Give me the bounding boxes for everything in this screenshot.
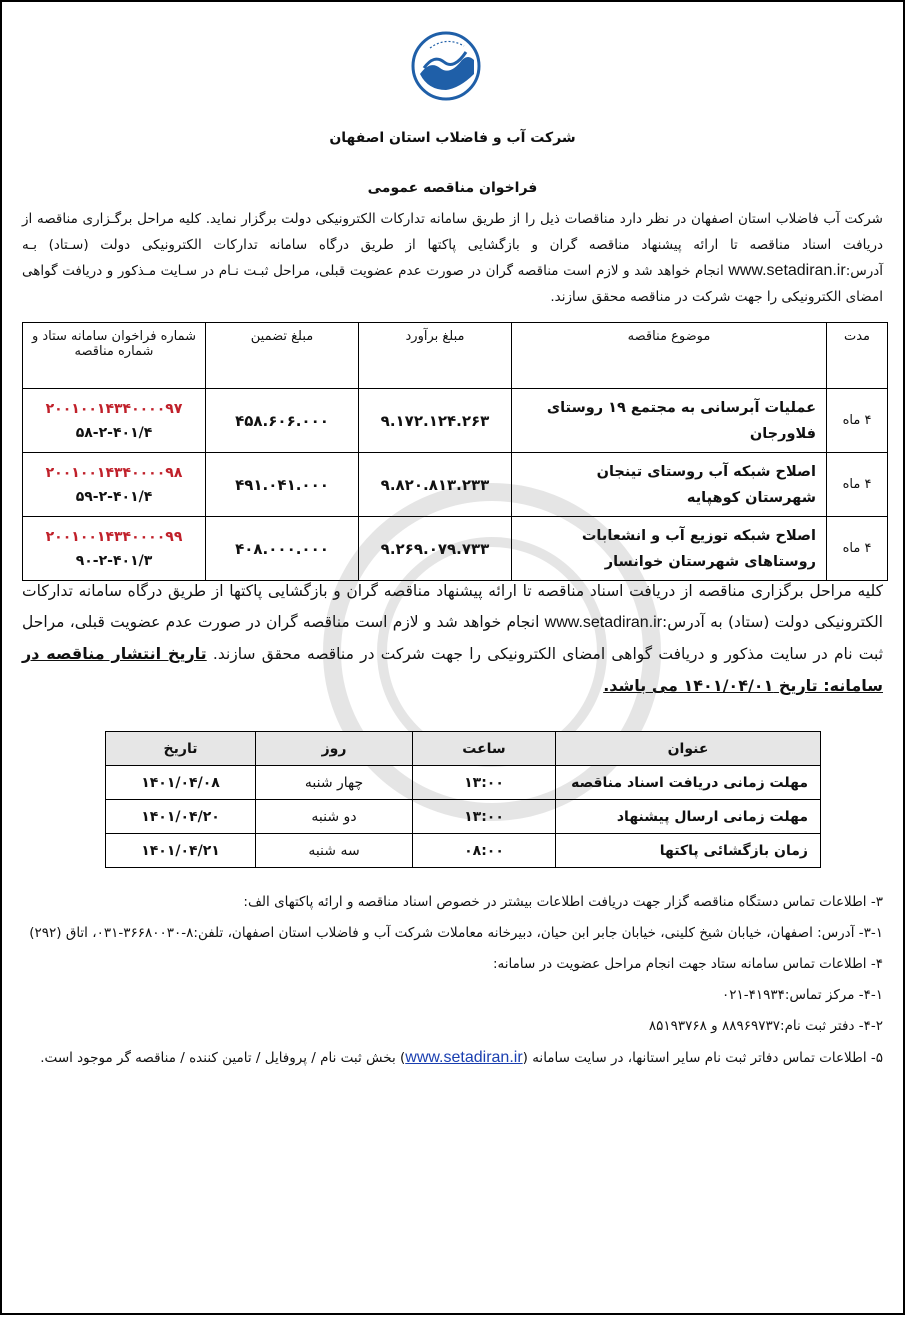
- tenders-table: [22, 322, 888, 581]
- subject-cell: عملیات آبرسانی به مجتمع ۱۹ روستای فلاورجان: [512, 389, 827, 453]
- water-company-logo-icon: [410, 30, 482, 102]
- schedule-day-cell: دو شنبه: [256, 800, 413, 834]
- col-number: شماره فراخوان سامانه ستاد و شماره مناقصه: [23, 323, 206, 389]
- schedule-time-cell: ۱۳:۰۰: [413, 766, 556, 800]
- notice-title: فراخوان مناقصه عمومی: [367, 180, 538, 196]
- duration-cell: ۴ ماه: [827, 517, 888, 581]
- col-day: روز: [256, 732, 413, 766]
- col-subject: موضوع مناقصه: [512, 323, 827, 389]
- schedule-header-row: [106, 732, 821, 766]
- schedule-time-cell: ۱۳:۰۰: [413, 800, 556, 834]
- estimate-cell: ۹.۲۶۹.۰۷۹.۷۳۳: [359, 517, 512, 581]
- schedule-title-cell: مهلت زمانی ارسال پیشنهاد: [556, 800, 821, 834]
- schedule-day-cell: سه شنبه: [256, 834, 413, 868]
- col-guarantee: مبلغ تضمین: [206, 323, 359, 389]
- number-cell: [23, 389, 206, 453]
- setad-number: ۲۰۰۱۰۰۱۴۳۴۰۰۰۰۹۸: [45, 464, 183, 481]
- table-row: [106, 800, 821, 834]
- table-row: [106, 766, 821, 800]
- setadiran-link[interactable]: www.setadiran.ir: [405, 1049, 523, 1066]
- guarantee-cell: ۴۹۱.۰۴۱.۰۰۰: [206, 453, 359, 517]
- intro-paragraph: [22, 206, 883, 310]
- guarantee-cell: ۴۵۸.۶۰۶.۰۰۰: [206, 389, 359, 453]
- contact-item: ۳-۱- آدرس: اصفهان، خیابان شیخ کلینی، خیابان جابر ابن حیان، دبیرخانه معاملات شرکت آب و فاضلاب استان اصفهان، تلفن:۸-۳۶۶۸۰۰۳۰-۰۳۱، اتاق (۲۹۲): [29, 925, 883, 941]
- schedule-title-cell: زمان بازگشائی پاکتها: [556, 834, 821, 868]
- setad-number: ۲۰۰۱۰۰۱۴۳۴۰۰۰۰۹۹: [45, 528, 183, 545]
- contact-item: ۴- اطلاعات تماس سامانه ستاد جهت انجام مراحل عضویت در سامانه:: [492, 956, 883, 972]
- procedure-paragraph: [22, 576, 883, 702]
- intro-url: www.setadiran.ir: [728, 262, 846, 279]
- table-row: [23, 453, 888, 517]
- publish-date-text: تاریخ انتشار مناقصه در سامانه: تاریخ ۱۴۰۱/۰۴/۰۱ می باشد.: [22, 644, 883, 695]
- contact-text: ) بخش ثبت نام / پروفایل / تامین کننده / مناقصه گر موجود است.: [40, 1050, 406, 1066]
- procedure-text-2: انجام خواهد شد و لازم است مناقصه گران در صورت عدم عضویت قبلی، مراحل ثبت نام در سایت مذکور و دریافت گواهی امضای الکترونیکی را جهت شرکت در مناقصه محقق سازند.: [22, 613, 884, 663]
- company-name: شرکت آب و فاضلاب استان اصفهان: [329, 130, 576, 146]
- subject-cell: اصلاح شبکه آب روستای تینجان شهرستان کوهپایه: [512, 453, 827, 517]
- duration-cell: ۴ ماه: [827, 453, 888, 517]
- contact-item: ۴-۱- مرکز تماس:۴۱۹۳۴-۰۲۱: [722, 987, 883, 1003]
- number-cell: [23, 453, 206, 517]
- subject-cell: اصلاح شبکه توزیع آب و انشعابات روستاهای شهرستان خوانسار: [512, 517, 827, 581]
- number-cell: [23, 517, 206, 581]
- schedule-table: [105, 731, 821, 868]
- tender-number: ۹۰-۲-۴۰۱/۳: [75, 552, 153, 569]
- schedule-title-cell: مهلت زمانی دریافت اسناد مناقصه: [556, 766, 821, 800]
- table-row: [23, 517, 888, 581]
- setad-number: ۲۰۰۱۰۰۱۴۳۴۰۰۰۰۹۷: [45, 400, 183, 417]
- procedure-text-1: کلیه مراحل برگزاری مناقصه از دریافت اسناد مناقصه تا ارائه پیشنهاد مناقصه گران و بازگشایی پاکتها از طریق درگاه سامانه تدارکات الکترونیکی دولت (ستاد) به آدرس:: [22, 582, 883, 631]
- contact-item: ۳- اطلاعات تماس دستگاه مناقصه گزار جهت دریافت اطلاعات بیشتر در خصوص اسناد مناقصه و ارائه پاکتهای الف:: [243, 894, 883, 910]
- col-duration: مدت: [827, 323, 888, 389]
- contact-item: ۴-۲- دفتر ثبت نام:۸۸۹۶۹۷۳۷ و ۸۵۱۹۳۷۶۸: [648, 1018, 883, 1034]
- table-row: [23, 389, 888, 453]
- schedule-time-cell: ۰۸:۰۰: [413, 834, 556, 868]
- estimate-cell: ۹.۱۷۲.۱۲۴.۲۶۳: [359, 389, 512, 453]
- intro-text-2: انجام خواهد شد و لازم است مناقصه گران در صورت عدم عضویت قبلی، مراحل ثبـت نـام در سـایت مـذکور و دریافت گواهی امضای الکترونیکی را جهت شرکت در مناقصه محقق سازند.: [22, 263, 883, 305]
- col-estimate: مبلغ برآورد: [359, 323, 512, 389]
- tender-number: ۵۹-۲-۴۰۱/۴: [75, 488, 153, 505]
- col-title: عنوان: [556, 732, 821, 766]
- estimate-cell: ۹.۸۲۰.۸۱۳.۲۳۳: [359, 453, 512, 517]
- duration-cell: ۴ ماه: [827, 389, 888, 453]
- guarantee-cell: ۴۰۸.۰۰۰.۰۰۰: [206, 517, 359, 581]
- col-time: ساعت: [413, 732, 556, 766]
- schedule-date-cell: ۱۴۰۱/۰۴/۲۰: [106, 800, 256, 834]
- procedure-url: www.setadiran.ir: [544, 614, 663, 631]
- schedule-date-cell: ۱۴۰۱/۰۴/۲۱: [106, 834, 256, 868]
- contact-item: [22, 1045, 883, 1071]
- contact-text: ۵- اطلاعات تماس دفاتر ثبت نام سایر استانها، در سایت سامانه (: [522, 1050, 883, 1066]
- table-row: [106, 834, 821, 868]
- tender-number: ۵۸-۲-۴۰۱/۴: [75, 424, 153, 441]
- schedule-date-cell: ۱۴۰۱/۰۴/۰۸: [106, 766, 256, 800]
- col-date: تاریخ: [106, 732, 256, 766]
- schedule-day-cell: چهار شنبه: [256, 766, 413, 800]
- intro-text-1: شرکت آب فاضلاب استان اصفهان در نظر دارد مناقصات ذیل را از طریق سامانه تدارکات الکترونیکی دولت برگزار نماید. کلیه مراحل برگـزاری مناقصه از دریافت اسناد مناقصه تا ارائه پیشنهاد مناقصه گران و بازگشایی پاکتها از طریق درگاه سامانه تدارکات الکترونیکی دولت (سـتاد) بـه آدرس:: [22, 211, 883, 279]
- tenders-header-row: [23, 323, 888, 389]
- contacts-section: [22, 890, 883, 1077]
